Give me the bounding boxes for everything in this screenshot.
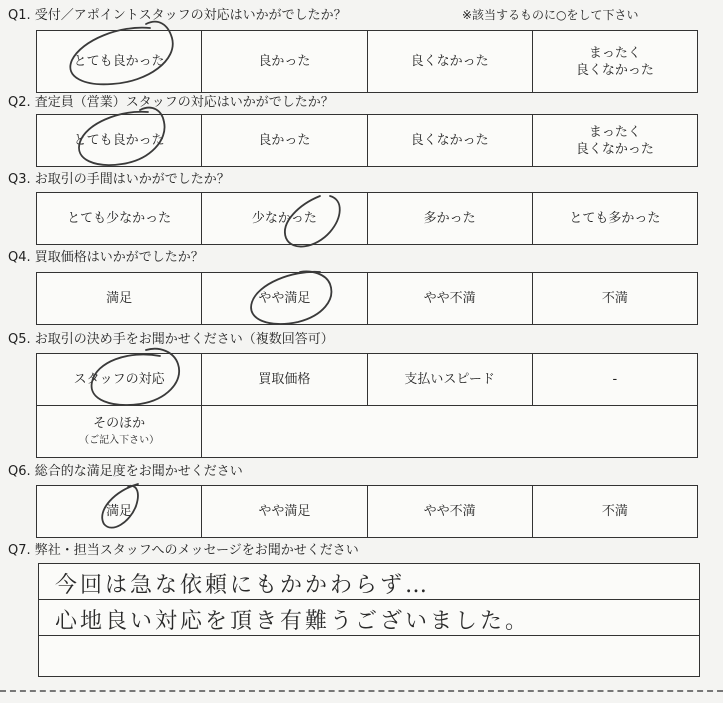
q5-options [36,353,698,458]
q2-option-3[interactable]: 良くなかった [367,115,532,167]
q4-option-3[interactable]: やや不満 [367,273,532,325]
q5-option-3[interactable]: 支払いスピード [367,354,532,406]
q4-options [36,272,698,325]
q6-options [36,485,698,538]
message-line-3 [39,636,699,676]
q5-option-1[interactable]: スタッフの対応 [37,354,202,406]
q6-option-2[interactable]: やや満足 [202,486,367,538]
q2-label: Q2. 査定員（営業）スタッフの対応はいかがでしたか？ [8,95,334,110]
q3-label: Q3. お取引の手間はいかがでしたか？ [8,172,230,187]
q1-option-2[interactable]: 良かった [202,31,367,93]
q4-option-1[interactable]: 満足 [37,273,202,325]
q6-option-3[interactable]: やや不満 [367,486,532,538]
message-line-2 [39,600,699,636]
q1-option-4[interactable]: まったく 良くなかった [532,31,697,93]
q5-option-2[interactable]: 買取価格 [202,354,367,406]
q2-options [36,114,698,167]
q5-other-label: そのほか [93,415,146,431]
q2-option-1[interactable]: とても良かった [37,115,202,167]
message-text-2: 心地良い対応を頂き有難うございました。 [55,609,531,634]
message-line-1 [39,564,699,600]
q3-option-3[interactable]: 多かった [367,193,532,245]
q3-option-2[interactable]: 少なかった [202,193,367,245]
cut-line [0,690,723,692]
q1-option-1[interactable]: とても良かった [37,31,202,93]
q5-other-sub: （ご記入下さい） [79,434,160,446]
q1-option-3[interactable]: 良くなかった [367,31,532,93]
q7-message-box[interactable] [38,563,700,677]
q3-options [36,192,698,245]
q1-options [36,30,698,93]
q3-option-4[interactable]: とても多かった [532,193,697,245]
q1-label: Q1. 受付／アポイントスタッフの対応はいかがでしたか？ [8,8,347,23]
q6-option-4[interactable]: 不満 [532,486,697,538]
q5-other-input[interactable] [202,406,698,458]
survey-note: ※該当するものに○をして下さい [462,8,639,22]
q7-label: Q7. 弊社・担当スタッフへのメッセージをお聞かせください [8,543,359,558]
q6-label: Q6. 総合的な満足度をお聞かせください [8,464,243,479]
message-text-1: 今回は急な依頼にもかかわらず… [55,573,431,598]
q5-option-4[interactable]: - [532,354,697,406]
q4-option-4[interactable]: 不満 [532,273,697,325]
q3-option-1[interactable]: とても少なかった [37,193,202,245]
q2-option-4[interactable]: まったく 良くなかった [532,115,697,167]
q6-option-1[interactable]: 満足 [37,486,202,538]
q5-label: Q5. お取引の決め手をお聞かせください（複数回答可） [8,332,334,347]
q4-label: Q4. 買取価格はいかがでしたか？ [8,250,204,265]
q4-option-2[interactable]: やや満足 [202,273,367,325]
q2-option-2[interactable]: 良かった [202,115,367,167]
q5-other-cell [37,406,202,458]
